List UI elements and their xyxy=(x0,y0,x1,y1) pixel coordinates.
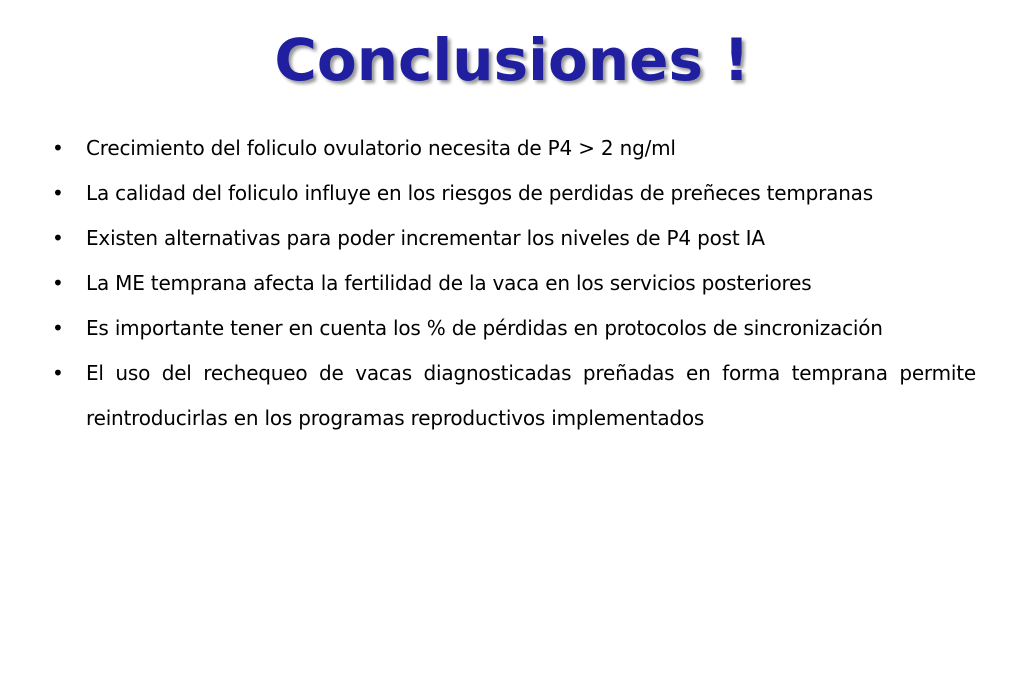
conclusions-list xyxy=(52,126,976,441)
list-item xyxy=(52,126,976,171)
list-item-text: Existen alternativas para poder incrementar los niveles de P4 post IA xyxy=(86,226,765,250)
bullet-icon: • xyxy=(52,181,64,205)
list-item xyxy=(52,261,976,306)
list-item xyxy=(52,216,976,261)
bullet-icon: • xyxy=(52,316,64,340)
list-item xyxy=(52,351,976,441)
list-item xyxy=(52,171,976,216)
list-item-text: El uso del rechequeo de vacas diagnosticadas preñadas en forma temprana permite reintroducirlas en los programas reproductivos implementados xyxy=(86,361,976,430)
list-item-text: Crecimiento del foliculo ovulatorio necesita de P4 > 2 ng/ml xyxy=(86,136,676,160)
bullet-icon: • xyxy=(52,136,64,160)
list-item-text: Es importante tener en cuenta los % de pérdidas en protocolos de sincronización xyxy=(86,316,883,340)
bullet-icon: • xyxy=(52,271,64,295)
slide-title: Conclusiones ! xyxy=(274,26,750,94)
list-item-text: La calidad del foliculo influye en los riesgos de perdidas de preñeces tempranas xyxy=(86,181,873,205)
list-item-text: La ME temprana afecta la fertilidad de la vaca en los servicios posteriores xyxy=(86,271,812,295)
bullet-icon: • xyxy=(52,361,64,385)
bullet-icon: • xyxy=(52,226,64,250)
list-item xyxy=(52,306,976,351)
